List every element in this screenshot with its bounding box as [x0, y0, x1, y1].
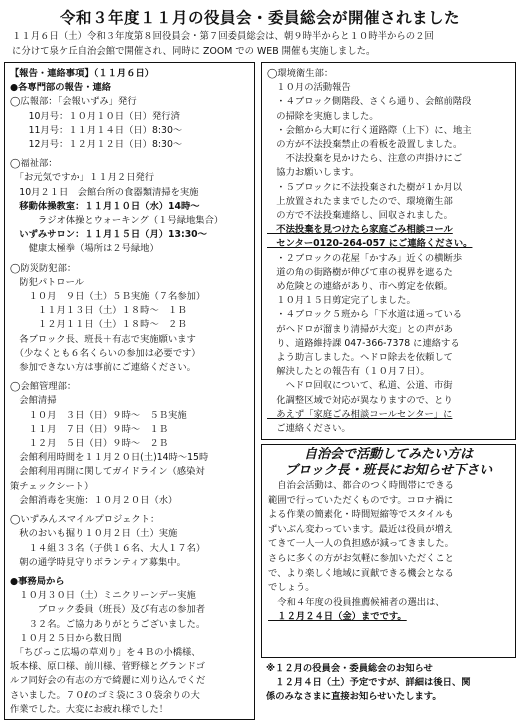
- text-line: 11月号：１１月１４日（日）8:30～: [10, 124, 183, 136]
- text-line: １０月 ９日（土）５Ｂ実施（７名参加）: [10, 291, 206, 303]
- text-line: １２月 ５日（日）９時～ ２Ｂ: [10, 438, 169, 450]
- text-line: １０月 ３日（日）９時～ ５Ｂ実施: [10, 409, 187, 421]
- ad-body-line: 自治会活動は、都合のつく時間帯にできる: [268, 480, 454, 491]
- text-line: 会館利用時間を１１月２０日(土)14時～15時: [10, 452, 209, 464]
- text-line: 会館清掃: [10, 395, 57, 407]
- text-line: ブロック委員（班長）及び有志の参加者: [10, 604, 206, 616]
- text-line: め危険との連絡があり、市へ剪定を依頼。: [267, 281, 453, 293]
- intro-text: [12, 29, 512, 59]
- ad-body-line: 令和４年度の役員推薦候補者の選出は、: [268, 596, 445, 608]
- text-line: 作業でした。大変にお疲れ様でした！: [10, 703, 169, 715]
- text-line: ヘドロ回収について、私道、公道、市街: [267, 380, 453, 392]
- ad-title-line: ブロック長・班長にお知らせ下さい: [284, 463, 493, 478]
- notice-line: ※１２月の役員会・委員総会のお知らせ: [266, 663, 433, 674]
- text-line: ・５ブロックに不法投棄された樹が１か月以: [267, 181, 463, 193]
- text-line: 10月号：１０月１０日（日）発行済: [10, 110, 180, 122]
- text-line: 化調整区域で対応が異なりますので、とり: [267, 394, 453, 406]
- text-line: １０月１５日剪定完了しました。: [267, 295, 416, 307]
- text-line: ・４ブロック側階段、さくら通り、会館前階段: [267, 96, 472, 108]
- text-line: 朝の通学時見守りボランティア募集中。: [10, 556, 186, 568]
- text-line: １０月の活動報告: [267, 82, 351, 94]
- text-line: さいました。７０ℓのゴミ袋に３０袋余りの大: [10, 689, 200, 701]
- text-line: の方で不法投棄連絡し、回収されました。: [267, 210, 453, 222]
- text-line: １１月１３日（土）１８時～ １Ｂ: [10, 305, 187, 317]
- text-line: 「ちびっこ広場の草刈り」を４Ｂの小橋様、: [10, 646, 201, 658]
- text-line: 坂本様、原口様、前川様、菅野様とグランドゴ: [10, 661, 205, 673]
- text-line: ルフ同好会の有志の方で綺麗に刈り込んでくだ: [10, 675, 206, 687]
- notice-line: １２月４日（土）予定ですが、詳細は後日、関: [266, 677, 471, 689]
- text-line: 各ブロック長、班長＋有志で実施願います: [10, 333, 196, 345]
- ad-body-line: よる作業の簡素化・時間短縮等でスタイルも: [268, 509, 454, 521]
- text-line: ラジオ体操とウォーキング（１号緑地集合）: [10, 215, 224, 227]
- environment-box: [261, 62, 516, 440]
- text-line: 秋のおいも掘り１０月２日（土）実施: [10, 528, 178, 540]
- text-line: ◯広報部：「会報いずみ」発行: [10, 96, 137, 108]
- text-line: 会館利用再開に関してガイドライン（感染対: [10, 466, 205, 478]
- text-line: ◯いずみんスマイルプロジェクト：: [10, 514, 160, 526]
- text-line: ・会館から大町に行く道路際（上下）に、地主: [267, 124, 472, 136]
- text-line: の掃除を実施しました。: [267, 110, 379, 122]
- text-line: 道の角の街路樹が伸びて車の視界を遮るた: [267, 266, 453, 278]
- text-line: １１月 ７日（日）９時～ １Ｂ: [10, 423, 169, 435]
- ad-body-line: てきて一人一人の負担感が減ってきました。: [268, 538, 454, 550]
- text-line: 防犯パトロール: [10, 276, 85, 288]
- text-line: ・２ブロックの花屋「かすみ」近くの横断歩: [267, 252, 463, 264]
- text-line: の方が不法投棄禁止の看板を設置しました。: [267, 139, 463, 151]
- text-line: いずみサロン：１１月１５日（月）13:30～: [10, 229, 207, 241]
- intro-line: に分けて泉ケ丘自治会館で開催され、同時に ZOOM での WEB 開催も実施しました。: [12, 46, 376, 57]
- intro-line: １１月６日（土）令和３年度第８回役員会・第７回委員総会は、朝９時半からと１０時半からの２回: [12, 31, 434, 42]
- text-line: １２月１１日（土）１８時～ ２Ｂ: [10, 319, 187, 331]
- report-box: [4, 62, 255, 720]
- text-line: 協力お願いします。: [267, 167, 360, 179]
- text-line: ・４ブロック５班から「下水道は通っている: [267, 309, 463, 321]
- text-line: 10月２１日 会館台所の食器類清掃を実施: [10, 186, 199, 198]
- text-line: ３２名。ご協力ありがとうございました。: [10, 618, 206, 630]
- text-line: 解決したとの報告有（１０月７日）。: [267, 366, 430, 378]
- ad-body: [268, 479, 509, 625]
- text-line: 健康太極拳（場所は２号緑地）: [10, 243, 159, 255]
- text-line: 参加できない方は事前にご連絡ください。: [10, 362, 196, 374]
- text-line: よう助言しました。ヘドロ除去を依頼して: [267, 352, 453, 364]
- ad-body-line: さらに多くの方がお気軽に参加いただくこと: [268, 552, 454, 564]
- text-line: がヘドロが溜まり清掃が大変」との声があ: [267, 323, 453, 335]
- ad-body-line: １２月２４日（金）までです。: [268, 611, 407, 623]
- text-line: ◯会館管理部：: [10, 381, 77, 393]
- text-line: １０月３０日（土）ミニクリーンデー実施: [10, 590, 196, 602]
- text-line: ◯福祉部：: [10, 158, 58, 170]
- ad-body-line: でしょう。: [268, 582, 315, 594]
- text-line: （少なくとも６名くらいの参加は必要です）: [10, 347, 201, 359]
- text-line: １０月２５日から数日間: [10, 632, 122, 644]
- text-line: あえず「家庭ごみ相談コールセンター」に: [267, 408, 453, 420]
- text-line: り、道路維持課 047-366-7378 に連絡する: [267, 337, 460, 349]
- text-line: ◯防災防犯部：: [10, 262, 77, 274]
- text-line: 不法投棄を見かけたら、注意の声掛けにご: [267, 153, 463, 165]
- text-line: 上放置されたままでしたので、環境衛生部: [267, 195, 453, 207]
- notice-line: 係のみなさまに直接お知らせいたします。: [266, 691, 442, 703]
- volunteer-ad-box: [261, 444, 516, 658]
- page-title: 令和３年度１１月の役員会・委員総会が開催されました: [59, 9, 460, 27]
- text-line: ◯環境衛生部：: [267, 68, 334, 79]
- text-line: 策チェックシート）: [10, 480, 94, 492]
- text-line: センター0120-264-057 にご連絡ください。: [267, 238, 473, 250]
- text-line: 12月号：１２月１２日（日）8:30～: [10, 139, 183, 151]
- ad-body-line: で、より楽しく地域に貢献できる機会となる: [268, 567, 454, 579]
- next-meeting-notice: [266, 662, 516, 705]
- text-line: 【報告・連絡事項】（１１月６日）: [10, 68, 155, 79]
- ad-body-line: ずいぶん変わっています。最近は役員が増え: [268, 523, 454, 535]
- text-line: ●各専門部の報告・連絡: [10, 82, 112, 94]
- ad-title-line: 自治会で活動してみたい方は: [303, 447, 473, 462]
- ad-body-line: 範囲で行っていただくものです。コロナ禍に: [268, 494, 454, 506]
- text-line: ご連絡ください。: [267, 423, 351, 435]
- text-line: 「お元気ですか」１１月２日発行: [10, 172, 155, 184]
- text-line: 不法投棄を見つけたら家庭ごみ相談コール: [267, 224, 453, 236]
- text-line: １４組３３名（子供１６名、大人１７名）: [10, 542, 206, 554]
- text-line: 会館消毒を実施：１０月２０日（水）: [10, 494, 178, 506]
- text-line: 移動体操教室：１１月１０日（水）14時～: [10, 200, 200, 212]
- text-line: ●事務局から: [10, 575, 65, 587]
